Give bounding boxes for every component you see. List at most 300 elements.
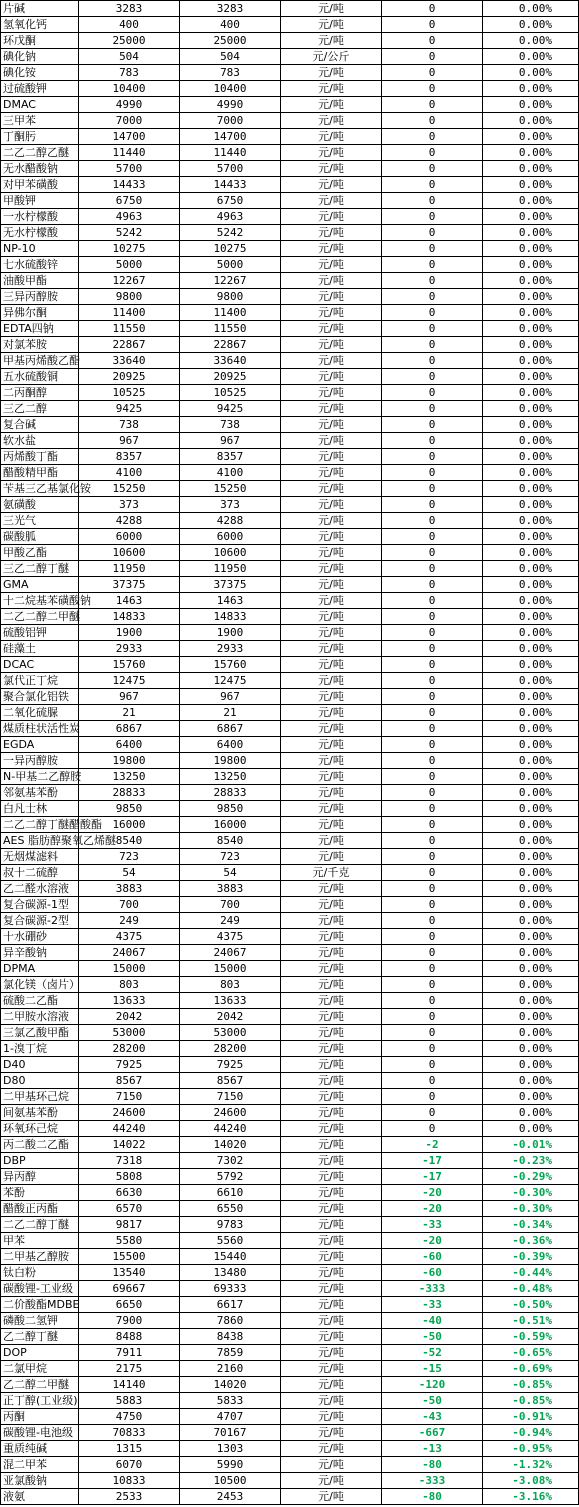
- table-row: [1, 1377, 579, 1393]
- change-cell: 0: [382, 497, 483, 513]
- change-cell: 0: [382, 241, 483, 257]
- product-name-cell: 复合碱: [1, 417, 79, 433]
- change-pct-cell: -0.51%: [483, 1313, 579, 1329]
- unit-cell: 元/吨: [281, 513, 382, 529]
- curr-price-cell: 25000: [180, 33, 281, 49]
- table-row: [1, 401, 579, 417]
- prev-price-cell: 6650: [79, 1297, 180, 1313]
- product-name-cell: 一异丙醇胺: [1, 753, 79, 769]
- product-name-cell: 异丙醇: [1, 1169, 79, 1185]
- table-row: [1, 1153, 579, 1169]
- table-row: [1, 481, 579, 497]
- change-cell: 0: [382, 417, 483, 433]
- table-row: [1, 961, 579, 977]
- unit-cell: 元/吨: [281, 1073, 382, 1089]
- prev-price-cell: 4750: [79, 1409, 180, 1425]
- unit-cell: 元/吨: [281, 673, 382, 689]
- product-name-cell: 邻氨基苯酚: [1, 785, 79, 801]
- prev-price-cell: 11550: [79, 321, 180, 337]
- product-name-cell: 硅藻土: [1, 641, 79, 657]
- product-name-cell: 硫酸铝钾: [1, 625, 79, 641]
- product-name-cell: 无水柠檬酸: [1, 225, 79, 241]
- change-cell: 0: [382, 17, 483, 33]
- change-pct-cell: 0.00%: [483, 145, 579, 161]
- table-row: [1, 833, 579, 849]
- change-pct-cell: -3.08%: [483, 1473, 579, 1489]
- prev-price-cell: 967: [79, 689, 180, 705]
- change-pct-cell: -0.01%: [483, 1137, 579, 1153]
- unit-cell: 元/吨: [281, 529, 382, 545]
- curr-price-cell: 2160: [180, 1361, 281, 1377]
- table-row: [1, 1169, 579, 1185]
- table-row: [1, 1057, 579, 1073]
- unit-cell: 元/吨: [281, 929, 382, 945]
- table-row: [1, 465, 579, 481]
- table-row: [1, 417, 579, 433]
- unit-cell: 元/吨: [281, 1169, 382, 1185]
- prev-price-cell: 3283: [79, 1, 180, 17]
- table-row: [1, 625, 579, 641]
- change-cell: -120: [382, 1377, 483, 1393]
- prev-price-cell: 24600: [79, 1105, 180, 1121]
- change-cell: 0: [382, 321, 483, 337]
- product-name-cell: 碳酸锂-电池级: [1, 1425, 79, 1441]
- change-cell: 0: [382, 1073, 483, 1089]
- table-row: [1, 17, 579, 33]
- table-row: [1, 657, 579, 673]
- change-pct-cell: 0.00%: [483, 1009, 579, 1025]
- table-row: [1, 433, 579, 449]
- product-name-cell: NP-10: [1, 241, 79, 257]
- unit-cell: 元/千克: [281, 865, 382, 881]
- prev-price-cell: 28833: [79, 785, 180, 801]
- product-name-cell: D40: [1, 1057, 79, 1073]
- table-row: [1, 785, 579, 801]
- unit-cell: 元/吨: [281, 1489, 382, 1505]
- change-cell: 0: [382, 257, 483, 273]
- product-name-cell: 白凡士林: [1, 801, 79, 817]
- unit-cell: 元/吨: [281, 289, 382, 305]
- change-pct-cell: 0.00%: [483, 81, 579, 97]
- prev-price-cell: 7318: [79, 1153, 180, 1169]
- table-row: [1, 449, 579, 465]
- change-cell: 0: [382, 81, 483, 97]
- prev-price-cell: 9800: [79, 289, 180, 305]
- curr-price-cell: 3283: [180, 1, 281, 17]
- product-name-cell: 氨磺酸: [1, 497, 79, 513]
- prev-price-cell: 33640: [79, 353, 180, 369]
- change-pct-cell: -0.36%: [483, 1233, 579, 1249]
- product-name-cell: 碘化铵: [1, 65, 79, 81]
- unit-cell: 元/吨: [281, 753, 382, 769]
- change-cell: 0: [382, 305, 483, 321]
- curr-price-cell: 1900: [180, 625, 281, 641]
- change-pct-cell: 0.00%: [483, 801, 579, 817]
- change-pct-cell: 0.00%: [483, 609, 579, 625]
- change-cell: -60: [382, 1249, 483, 1265]
- change-cell: 0: [382, 209, 483, 225]
- curr-price-cell: 738: [180, 417, 281, 433]
- product-name-cell: 醋酸正丙酯: [1, 1201, 79, 1217]
- prev-price-cell: 7000: [79, 113, 180, 129]
- prev-price-cell: 4375: [79, 929, 180, 945]
- table-row: [1, 273, 579, 289]
- change-cell: 0: [382, 177, 483, 193]
- curr-price-cell: 967: [180, 433, 281, 449]
- prev-price-cell: 723: [79, 849, 180, 865]
- change-cell: 0: [382, 289, 483, 305]
- unit-cell: 元/吨: [281, 561, 382, 577]
- change-pct-cell: 0.00%: [483, 33, 579, 49]
- prev-price-cell: 24067: [79, 945, 180, 961]
- change-cell: 0: [382, 465, 483, 481]
- table-row: [1, 1281, 579, 1297]
- change-cell: -13: [382, 1441, 483, 1457]
- curr-price-cell: 13480: [180, 1265, 281, 1281]
- change-cell: -40: [382, 1313, 483, 1329]
- table-row: [1, 801, 579, 817]
- prev-price-cell: 37375: [79, 577, 180, 593]
- curr-price-cell: 9425: [180, 401, 281, 417]
- table-row: [1, 369, 579, 385]
- table-row: [1, 1329, 579, 1345]
- change-pct-cell: 0.00%: [483, 993, 579, 1009]
- table-row: [1, 513, 579, 529]
- curr-price-cell: 10400: [180, 81, 281, 97]
- change-pct-cell: 0.00%: [483, 305, 579, 321]
- table-row: [1, 1121, 579, 1137]
- change-pct-cell: 0.00%: [483, 193, 579, 209]
- curr-price-cell: 249: [180, 913, 281, 929]
- prev-price-cell: 7925: [79, 1057, 180, 1073]
- curr-price-cell: 5242: [180, 225, 281, 241]
- table-row: [1, 609, 579, 625]
- change-cell: -80: [382, 1489, 483, 1505]
- unit-cell: 元/吨: [281, 1217, 382, 1233]
- product-name-cell: DMAC: [1, 97, 79, 113]
- product-name-cell: 重质纯碱: [1, 1441, 79, 1457]
- prev-price-cell: 5700: [79, 161, 180, 177]
- unit-cell: 元/吨: [281, 545, 382, 561]
- unit-cell: 元/吨: [281, 417, 382, 433]
- table-row: [1, 705, 579, 721]
- change-cell: 0: [382, 721, 483, 737]
- curr-price-cell: 6750: [180, 193, 281, 209]
- curr-price-cell: 28833: [180, 785, 281, 801]
- prev-price-cell: 4288: [79, 513, 180, 529]
- table-row: [1, 1393, 579, 1409]
- unit-cell: 元/吨: [281, 1137, 382, 1153]
- unit-cell: 元/吨: [281, 785, 382, 801]
- change-cell: 0: [382, 609, 483, 625]
- product-name-cell: 煤质柱状活性炭: [1, 721, 79, 737]
- prev-price-cell: 2533: [79, 1489, 180, 1505]
- change-cell: 0: [382, 737, 483, 753]
- product-name-cell: 复合碳源-2型: [1, 913, 79, 929]
- change-cell: 0: [382, 225, 483, 241]
- change-pct-cell: 0.00%: [483, 337, 579, 353]
- change-pct-cell: 0.00%: [483, 1, 579, 17]
- product-name-cell: 二乙二醇丁醚醋酸酯: [1, 817, 79, 833]
- curr-price-cell: 4288: [180, 513, 281, 529]
- change-pct-cell: 0.00%: [483, 401, 579, 417]
- table-row: [1, 993, 579, 1009]
- curr-price-cell: 9783: [180, 1217, 281, 1233]
- change-cell: 0: [382, 833, 483, 849]
- table-row: [1, 305, 579, 321]
- prev-price-cell: 11950: [79, 561, 180, 577]
- table-row: [1, 769, 579, 785]
- curr-price-cell: 8567: [180, 1073, 281, 1089]
- prev-price-cell: 14433: [79, 177, 180, 193]
- product-name-cell: 三光气: [1, 513, 79, 529]
- table-row: [1, 817, 579, 833]
- unit-cell: 元/吨: [281, 945, 382, 961]
- prev-price-cell: 700: [79, 897, 180, 913]
- prev-price-cell: 8567: [79, 1073, 180, 1089]
- product-name-cell: 二价酸酯MDBE: [1, 1297, 79, 1313]
- table-row: [1, 1073, 579, 1089]
- unit-cell: 元/吨: [281, 1185, 382, 1201]
- curr-price-cell: 21: [180, 705, 281, 721]
- prev-price-cell: 53000: [79, 1025, 180, 1041]
- product-name-cell: 五水硫酸铜: [1, 369, 79, 385]
- prev-price-cell: 9425: [79, 401, 180, 417]
- curr-price-cell: 4707: [180, 1409, 281, 1425]
- prev-price-cell: 8357: [79, 449, 180, 465]
- prev-price-cell: 2042: [79, 1009, 180, 1025]
- table-row: [1, 65, 579, 81]
- prev-price-cell: 4990: [79, 97, 180, 113]
- change-cell: 0: [382, 129, 483, 145]
- table-row: [1, 689, 579, 705]
- curr-price-cell: 37375: [180, 577, 281, 593]
- product-name-cell: 油酸甲酯: [1, 273, 79, 289]
- unit-cell: 元/吨: [281, 1153, 382, 1169]
- table-row: [1, 561, 579, 577]
- prev-price-cell: 6630: [79, 1185, 180, 1201]
- curr-price-cell: 803: [180, 977, 281, 993]
- table-row: [1, 1297, 579, 1313]
- unit-cell: 元/吨: [281, 897, 382, 913]
- curr-price-cell: 7302: [180, 1153, 281, 1169]
- change-cell: 0: [382, 881, 483, 897]
- change-cell: 0: [382, 705, 483, 721]
- curr-price-cell: 10525: [180, 385, 281, 401]
- curr-price-cell: 16000: [180, 817, 281, 833]
- unit-cell: 元/吨: [281, 337, 382, 353]
- table-row: [1, 849, 579, 865]
- unit-cell: 元/吨: [281, 81, 382, 97]
- table-row: [1, 497, 579, 513]
- product-name-cell: GMA: [1, 577, 79, 593]
- unit-cell: 元/吨: [281, 241, 382, 257]
- change-cell: 0: [382, 1041, 483, 1057]
- change-pct-cell: 0.00%: [483, 897, 579, 913]
- change-pct-cell: 0.00%: [483, 433, 579, 449]
- change-cell: -20: [382, 1201, 483, 1217]
- product-name-cell: 无水醋酸钠: [1, 161, 79, 177]
- unit-cell: 元/吨: [281, 1313, 382, 1329]
- change-cell: 0: [382, 449, 483, 465]
- curr-price-cell: 13633: [180, 993, 281, 1009]
- table-row: [1, 673, 579, 689]
- prev-price-cell: 54: [79, 865, 180, 881]
- change-pct-cell: 0.00%: [483, 961, 579, 977]
- curr-price-cell: 9850: [180, 801, 281, 817]
- product-name-cell: 氢氧化钙: [1, 17, 79, 33]
- curr-price-cell: 783: [180, 65, 281, 81]
- change-cell: 0: [382, 337, 483, 353]
- curr-price-cell: 2453: [180, 1489, 281, 1505]
- unit-cell: 元/吨: [281, 849, 382, 865]
- prev-price-cell: 2933: [79, 641, 180, 657]
- change-cell: 0: [382, 1105, 483, 1121]
- change-pct-cell: 0.00%: [483, 209, 579, 225]
- curr-price-cell: 54: [180, 865, 281, 881]
- change-cell: -50: [382, 1393, 483, 1409]
- table-row: [1, 177, 579, 193]
- change-cell: 0: [382, 433, 483, 449]
- change-pct-cell: 0.00%: [483, 577, 579, 593]
- change-cell: 0: [382, 97, 483, 113]
- change-cell: 0: [382, 673, 483, 689]
- change-cell: 0: [382, 1025, 483, 1041]
- unit-cell: 元/吨: [281, 353, 382, 369]
- curr-price-cell: 70167: [180, 1425, 281, 1441]
- change-pct-cell: 0.00%: [483, 17, 579, 33]
- table-row: [1, 1361, 579, 1377]
- table-row: [1, 913, 579, 929]
- curr-price-cell: 15250: [180, 481, 281, 497]
- unit-cell: 元/吨: [281, 97, 382, 113]
- change-pct-cell: 0.00%: [483, 417, 579, 433]
- change-pct-cell: 0.00%: [483, 1089, 579, 1105]
- curr-price-cell: 11400: [180, 305, 281, 321]
- change-pct-cell: 0.00%: [483, 241, 579, 257]
- curr-price-cell: 6617: [180, 1297, 281, 1313]
- change-pct-cell: 0.00%: [483, 513, 579, 529]
- change-cell: 0: [382, 849, 483, 865]
- change-cell: 0: [382, 657, 483, 673]
- change-cell: 0: [382, 641, 483, 657]
- change-cell: 0: [382, 593, 483, 609]
- curr-price-cell: 6867: [180, 721, 281, 737]
- unit-cell: 元/吨: [281, 433, 382, 449]
- prev-price-cell: 10525: [79, 385, 180, 401]
- prev-price-cell: 10400: [79, 81, 180, 97]
- unit-cell: 元/吨: [281, 609, 382, 625]
- table-row: [1, 1, 579, 17]
- curr-price-cell: 723: [180, 849, 281, 865]
- curr-price-cell: 4100: [180, 465, 281, 481]
- change-cell: 0: [382, 145, 483, 161]
- change-cell: 0: [382, 369, 483, 385]
- change-pct-cell: 0.00%: [483, 689, 579, 705]
- table-row: [1, 1457, 579, 1473]
- unit-cell: 元/吨: [281, 1233, 382, 1249]
- product-name-cell: 对甲苯磺酸: [1, 177, 79, 193]
- unit-cell: 元/吨: [281, 1377, 382, 1393]
- prev-price-cell: 738: [79, 417, 180, 433]
- product-name-cell: DOP: [1, 1345, 79, 1361]
- unit-cell: 元/吨: [281, 1441, 382, 1457]
- table-row: [1, 1441, 579, 1457]
- change-cell: 0: [382, 913, 483, 929]
- prev-price-cell: 3883: [79, 881, 180, 897]
- prev-price-cell: 11440: [79, 145, 180, 161]
- product-name-cell: 甲酸钾: [1, 193, 79, 209]
- table-row: [1, 129, 579, 145]
- change-cell: -33: [382, 1297, 483, 1313]
- curr-price-cell: 4375: [180, 929, 281, 945]
- change-pct-cell: 0.00%: [483, 161, 579, 177]
- change-pct-cell: 0.00%: [483, 177, 579, 193]
- prev-price-cell: 16000: [79, 817, 180, 833]
- unit-cell: 元/吨: [281, 593, 382, 609]
- change-pct-cell: 0.00%: [483, 641, 579, 657]
- product-name-cell: 异佛尔酮: [1, 305, 79, 321]
- curr-price-cell: 5990: [180, 1457, 281, 1473]
- change-cell: 0: [382, 1009, 483, 1025]
- change-pct-cell: 0.00%: [483, 353, 579, 369]
- prev-price-cell: 4100: [79, 465, 180, 481]
- prev-price-cell: 783: [79, 65, 180, 81]
- table-row: [1, 737, 579, 753]
- prev-price-cell: 967: [79, 433, 180, 449]
- table-row: [1, 337, 579, 353]
- change-pct-cell: 0.00%: [483, 977, 579, 993]
- curr-price-cell: 53000: [180, 1025, 281, 1041]
- curr-price-cell: 11550: [180, 321, 281, 337]
- product-name-cell: 对氯苯胺: [1, 337, 79, 353]
- unit-cell: 元/吨: [281, 1057, 382, 1073]
- table-row: [1, 257, 579, 273]
- unit-cell: 元/吨: [281, 657, 382, 673]
- prev-price-cell: 15760: [79, 657, 180, 673]
- change-pct-cell: -0.95%: [483, 1441, 579, 1457]
- change-pct-cell: 0.00%: [483, 929, 579, 945]
- table-row: [1, 33, 579, 49]
- product-name-cell: 间氨基苯酚: [1, 1105, 79, 1121]
- table-row: [1, 1025, 579, 1041]
- curr-price-cell: 6610: [180, 1185, 281, 1201]
- prev-price-cell: 9850: [79, 801, 180, 817]
- product-name-cell: DPMA: [1, 961, 79, 977]
- prev-price-cell: 14140: [79, 1377, 180, 1393]
- curr-price-cell: 5700: [180, 161, 281, 177]
- curr-price-cell: 1463: [180, 593, 281, 609]
- prev-price-cell: 1463: [79, 593, 180, 609]
- product-name-cell: 二甲基乙醇胺: [1, 1249, 79, 1265]
- change-cell: -33: [382, 1217, 483, 1233]
- unit-cell: 元/吨: [281, 817, 382, 833]
- table-row: [1, 1265, 579, 1281]
- unit-cell: 元/吨: [281, 481, 382, 497]
- prev-price-cell: 13250: [79, 769, 180, 785]
- curr-price-cell: 20925: [180, 369, 281, 385]
- unit-cell: 元/吨: [281, 577, 382, 593]
- unit-cell: 元/吨: [281, 257, 382, 273]
- change-cell: 0: [382, 897, 483, 913]
- change-pct-cell: 0.00%: [483, 257, 579, 273]
- table-row: [1, 545, 579, 561]
- table-row: [1, 1105, 579, 1121]
- product-name-cell: 二氧化硫脲: [1, 705, 79, 721]
- prev-price-cell: 15000: [79, 961, 180, 977]
- table-row: [1, 1217, 579, 1233]
- curr-price-cell: 11440: [180, 145, 281, 161]
